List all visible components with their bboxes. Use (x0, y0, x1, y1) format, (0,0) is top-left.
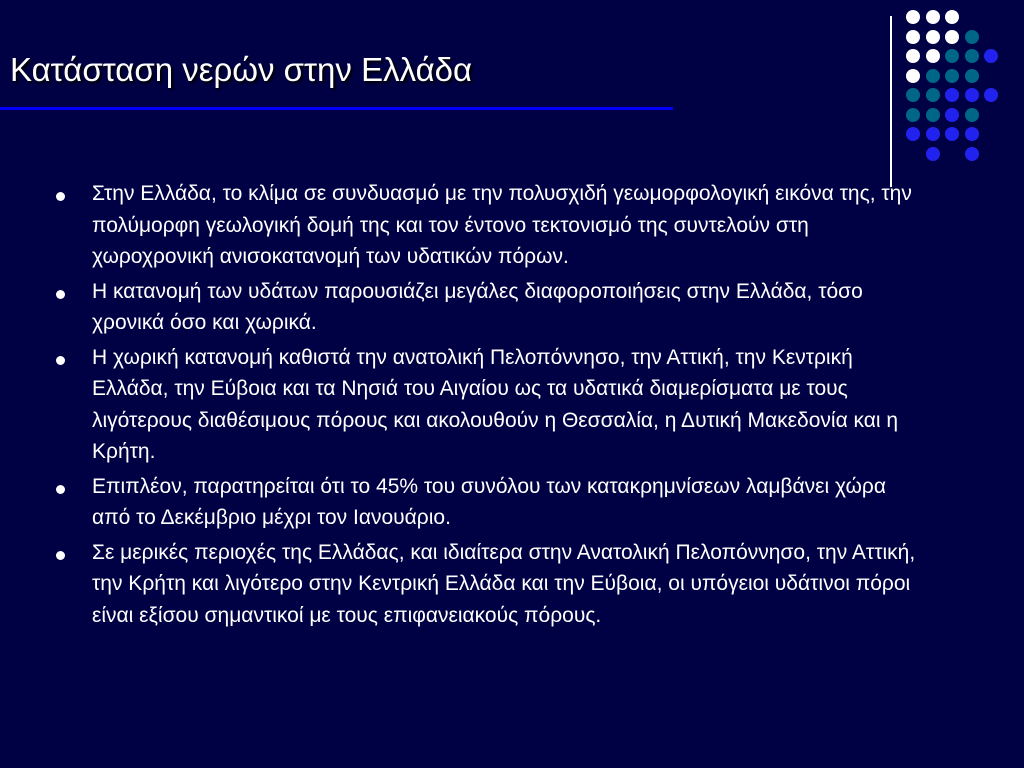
dot-grid-dot (926, 147, 940, 161)
dot-grid-dot (945, 69, 959, 83)
bullet-text: Η χωρική κατανομή καθιστά την ανατολική Πελοπόννησο, την Αττική, την Κεντρική Ελλάδα, την Εύβοια και τα Νησιά του Αιγαίου ως τα υδατικά διαμερίσματα με τους λιγότερους διαθέσιμους πόρους και ακολουθούν η Θεσσαλία, η Δυτική Μακεδονία και η Κρήτη. (92, 345, 899, 463)
dot-grid-dot (945, 88, 959, 102)
dot-grid-dot (945, 108, 959, 122)
bullet-icon (56, 356, 65, 365)
dot-grid-dot (906, 108, 920, 122)
bullet-text: Η κατανομή των υδάτων παρουσιάζει μεγάλες διαφοροποιήσεις στην Ελλάδα, τόσο χρονικά όσο και χωρικά. (92, 279, 863, 334)
bullet-item (54, 471, 926, 534)
dot-grid-dot (984, 88, 998, 102)
bullet-icon (56, 551, 65, 560)
bullet-list (54, 178, 926, 634)
bullet-item (54, 537, 926, 632)
dot-grid-dot (965, 69, 979, 83)
bullet-item (54, 342, 926, 468)
bullet-item (54, 178, 926, 273)
dot-grid-dot (926, 108, 940, 122)
dot-grid-dot (906, 49, 920, 63)
dot-grid-dot (945, 49, 959, 63)
dot-grid-dot (906, 127, 920, 141)
dot-grid-dot (906, 69, 920, 83)
dot-grid-dot (926, 88, 940, 102)
title-underline (0, 107, 673, 110)
dot-grid-dot (945, 10, 959, 24)
dot-grid-dot (906, 10, 920, 24)
dot-grid-dot (965, 127, 979, 141)
bullet-item (54, 276, 926, 339)
dot-grid-dot (965, 108, 979, 122)
dot-grid-dot (965, 88, 979, 102)
dot-grid-dot (945, 127, 959, 141)
dot-grid-dot (926, 69, 940, 83)
dot-grid-dot (965, 147, 979, 161)
dot-grid-dot (926, 127, 940, 141)
dot-grid-dot (906, 88, 920, 102)
bullet-icon (56, 485, 65, 494)
dot-grid-dot (984, 49, 998, 63)
dot-grid-icon (906, 10, 1006, 170)
bullet-text: Επιπλέον, παρατηρείται ότι το 45% του συνόλου των κατακρημνίσεων λαμβάνει χώρα από το Δεκέμβριο μέχρι τον Ιανουάριο. (92, 474, 886, 529)
bullet-text: Στην Ελλάδα, το κλίμα σε συνδυασμό με την πολυσχιδή γεωμορφολογική εικόνα της, την πολύμορφη γεωλογική δομή της και τον έντονο τεκτονισμό της συντελούν στη χωροχρονική ανισοκατανομή των υδατικών πόρων. (92, 182, 912, 268)
dot-grid-dot (926, 49, 940, 63)
dot-grid-dot (965, 30, 979, 44)
slide-title: Κατάσταση νερών στην Ελλάδα (10, 51, 473, 88)
dot-grid-dot (965, 49, 979, 63)
dot-grid-dot (906, 30, 920, 44)
vertical-divider (890, 16, 892, 187)
dot-grid-dot (945, 30, 959, 44)
bullet-text: Σε μερικές περιοχές της Ελλάδας, και ιδιαίτερα στην Ανατολική Πελοπόννησο, την Αττική, την Κρήτη και λιγότερο στην Κεντρική Ελλάδα και την Εύβοια, οι υπόγειοι υδάτινοι πόροι είναι εξίσου σημαντικοί με τους επιφανειακούς πόρους. (92, 540, 916, 627)
bullet-icon (56, 192, 65, 201)
bullet-icon (56, 290, 65, 299)
dot-grid-dot (926, 10, 940, 24)
dot-grid-dot (926, 30, 940, 44)
